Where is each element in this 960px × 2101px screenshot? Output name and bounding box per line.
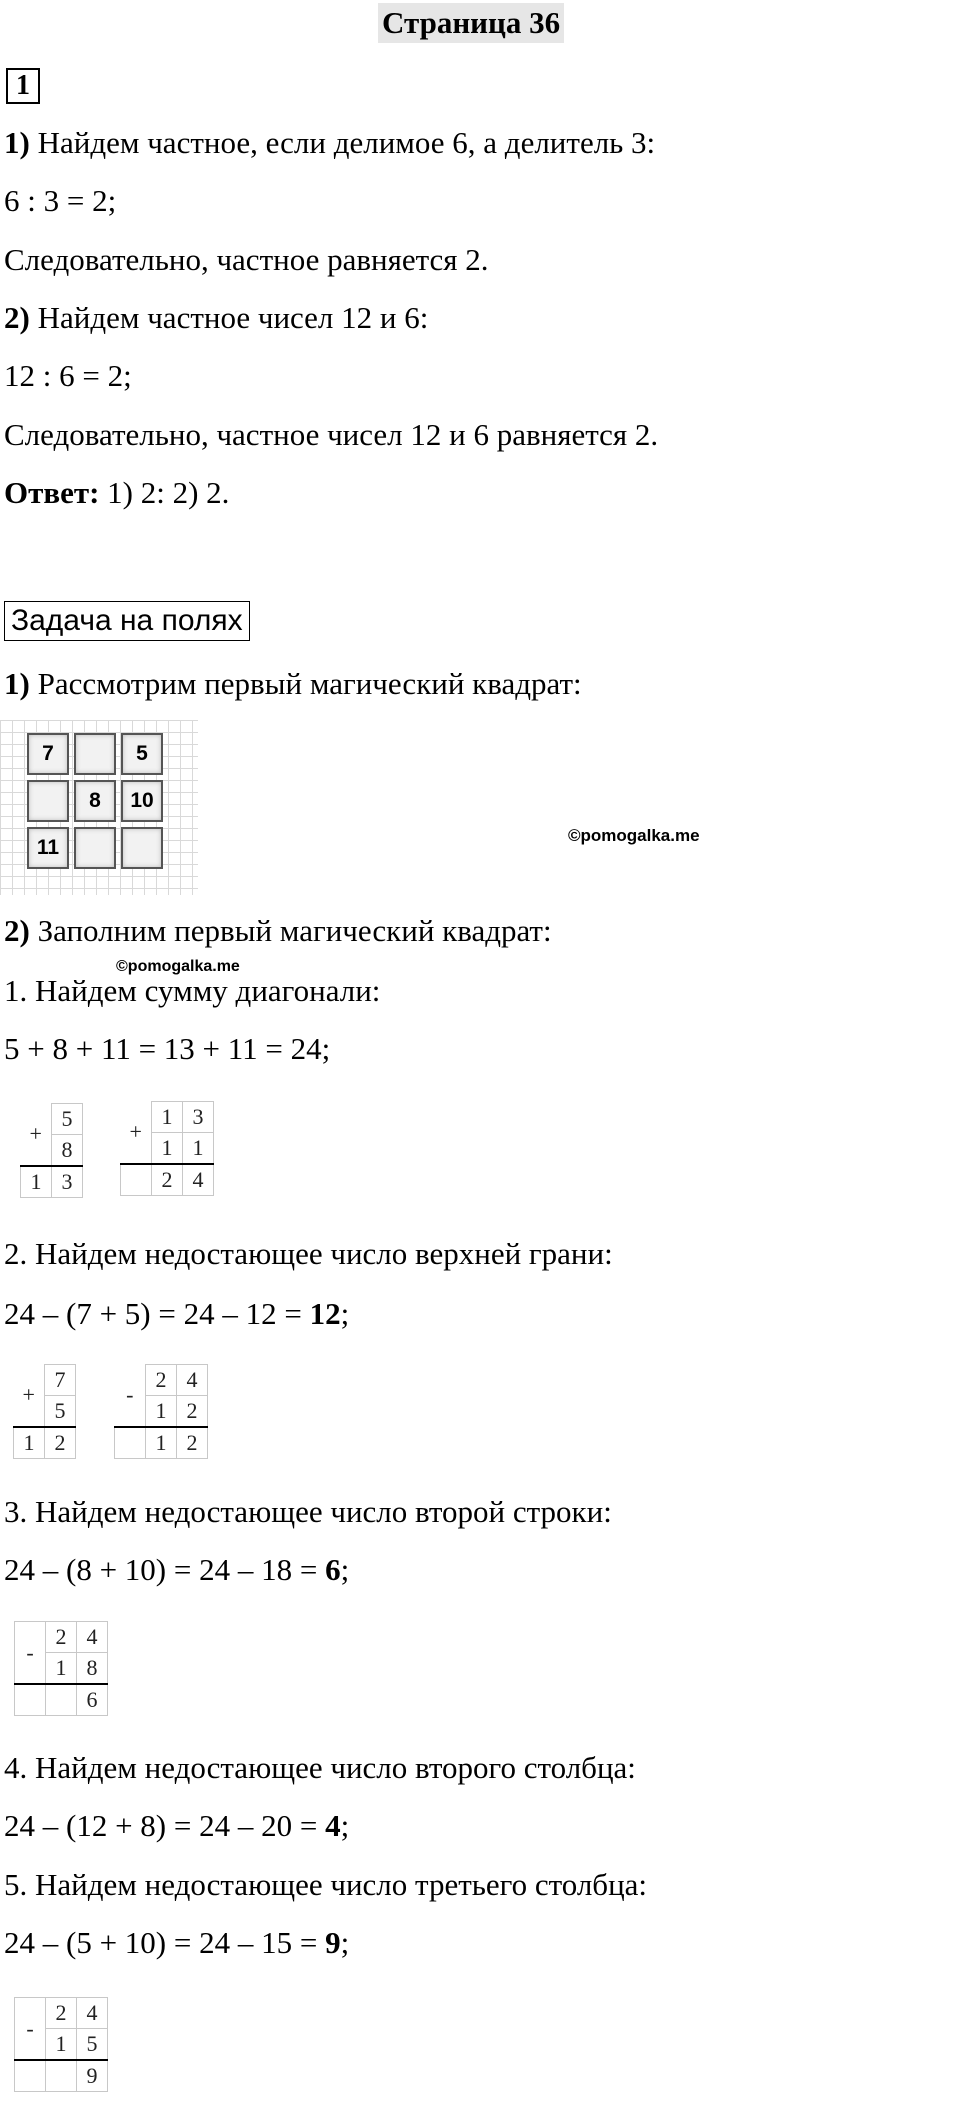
magic-cell (27, 780, 69, 822)
step1-line (4, 665, 582, 703)
grid-cell: 6 (77, 1684, 108, 1716)
grid-cell: 1 (14, 1427, 45, 1459)
task1-eq2: 12 : 6 = 2; (4, 358, 132, 393)
operator-sign: - (126, 1382, 134, 1408)
task1-conclusion1: Следовательно, частное равняется 2. (4, 242, 489, 277)
eq-end: ; (340, 1925, 350, 1960)
step2-label: 2) (4, 913, 30, 948)
grid-cell: 4 (77, 1622, 108, 1653)
step1-text: Рассмотрим первый магический квадрат: (29, 666, 582, 701)
eq-result: 4 (325, 1808, 341, 1843)
column-subtraction-grid (14, 1997, 108, 2092)
grid-cell: 3 (183, 1102, 214, 1133)
operator-sign: + (22, 1382, 35, 1408)
grid-cell: 3 (52, 1166, 83, 1198)
grid-cell: 2 (46, 1622, 77, 1653)
section-title-box: Задача на полях (4, 601, 250, 641)
magic-cell (121, 827, 163, 869)
sub-step1-eq: 5 + 8 + 11 = 13 + 11 = 24; (4, 1031, 331, 1066)
grid-cell: 8 (52, 1135, 83, 1167)
grid-cell: 5 (45, 1396, 76, 1428)
grid-cell: 2 (46, 1998, 77, 2029)
grid-cell (115, 1427, 146, 1459)
step1-label: 1) (4, 666, 30, 701)
task1-part2 (4, 299, 428, 337)
grid-cell (46, 2060, 77, 2092)
grid-cell: 2 (177, 1427, 208, 1459)
watermark: ©pomogalka.me (568, 826, 700, 845)
magic-cell (74, 827, 116, 869)
column-addition-grid (120, 1101, 214, 1196)
eq-text: 24 – (12 + 8) = 24 – 20 = (4, 1808, 326, 1843)
grid-cell: 5 (77, 2029, 108, 2061)
eq-text: 24 – (7 + 5) = 24 – 12 = (4, 1296, 310, 1331)
grid-cell: 4 (177, 1365, 208, 1396)
grid-cell: 2 (152, 1164, 183, 1196)
eq-end: ; (340, 1808, 350, 1843)
grid-cell: 1 (152, 1133, 183, 1165)
operator-sign: + (29, 1121, 42, 1147)
grid-cell: 1 (46, 2029, 77, 2061)
task1-part2-text: Найдем частное чисел 12 и 6: (29, 300, 429, 335)
sub-step2-title: 2. Найдем недостающее число верхней грани: (4, 1236, 613, 1271)
task1-part1-label: 1) (4, 125, 30, 160)
grid-cell (46, 1684, 77, 1716)
eq-text: 24 – (5 + 10) = 24 – 15 = (4, 1925, 326, 1960)
magic-cell: 8 (74, 780, 116, 822)
sub-step4-title: 4. Найдем недостающее число второго столбца: (4, 1750, 636, 1785)
sub-step5-title: 5. Найдем недостающее число третьего столбца: (4, 1867, 648, 1902)
column-subtraction-grid (14, 1621, 108, 1716)
grid-cell: 9 (77, 2060, 108, 2092)
grid-cell (121, 1164, 152, 1196)
grid-cell: 1 (46, 1653, 77, 1685)
sub-step1-title: 1. Найдем сумму диагонали: (4, 973, 381, 1008)
task1-eq1: 6 : 3 = 2; (4, 183, 117, 218)
step2-text: Заполним первый магический квадрат: (29, 913, 552, 948)
operator-sign: - (15, 1998, 46, 2061)
watermark: ©pomogalka.me (116, 958, 240, 975)
eq-result: 9 (325, 1925, 341, 1960)
task1-part1-text: Найдем частное, если делимое 6, а делитель 3: (29, 125, 656, 160)
task1-part2-label: 2) (4, 300, 30, 335)
step2-line (4, 912, 552, 950)
operator-sign: - (15, 1622, 46, 1685)
grid-cell: 4 (77, 1998, 108, 2029)
task-number: 1 (6, 68, 40, 104)
grid-cell: 2 (177, 1396, 208, 1428)
sub-step5-eq (4, 1924, 349, 1962)
magic-cell: 11 (27, 827, 69, 869)
answer-label: Ответ: (4, 475, 100, 510)
sub-step2-eq (4, 1295, 349, 1333)
magic-cell: 10 (121, 780, 163, 822)
eq-result: 6 (325, 1552, 341, 1587)
task1-conclusion2: Следовательно, частное чисел 12 и 6 равняется 2. (4, 417, 659, 452)
grid-cell: 4 (183, 1164, 214, 1196)
sub-step3-title: 3. Найдем недостающее число второй строки: (4, 1494, 612, 1529)
sub-step3-eq (4, 1551, 349, 1589)
column-addition-grid (13, 1364, 76, 1459)
grid-cell: 7 (45, 1365, 76, 1396)
grid-cell: 1 (146, 1396, 177, 1428)
operator-sign: + (129, 1119, 142, 1145)
magic-cell: 5 (121, 733, 163, 775)
magic-square-figure (0, 720, 198, 895)
grid-cell: 1 (152, 1102, 183, 1133)
page-title: Страница 36 (378, 3, 564, 43)
grid-cell: 5 (52, 1104, 83, 1135)
eq-end: ; (340, 1296, 350, 1331)
magic-cell: 7 (27, 733, 69, 775)
column-subtraction-grid (114, 1364, 208, 1459)
eq-result: 12 (309, 1296, 341, 1331)
eq-text: 24 – (8 + 10) = 24 – 18 = (4, 1552, 326, 1587)
grid-cell (15, 2060, 46, 2092)
answer-text: 1) 2: 2) 2. (99, 475, 230, 510)
grid-cell: 8 (77, 1653, 108, 1685)
grid-cell: 1 (183, 1133, 214, 1165)
column-addition-grid (20, 1103, 83, 1198)
grid-cell (15, 1684, 46, 1716)
grid-cell: 2 (45, 1427, 76, 1459)
eq-end: ; (340, 1552, 350, 1587)
magic-cell (74, 733, 116, 775)
grid-cell: 1 (146, 1427, 177, 1459)
task1-answer (4, 474, 229, 512)
sub-step4-eq (4, 1807, 349, 1845)
task1-part1 (4, 124, 655, 162)
grid-cell: 2 (146, 1365, 177, 1396)
grid-cell: 1 (21, 1166, 52, 1198)
